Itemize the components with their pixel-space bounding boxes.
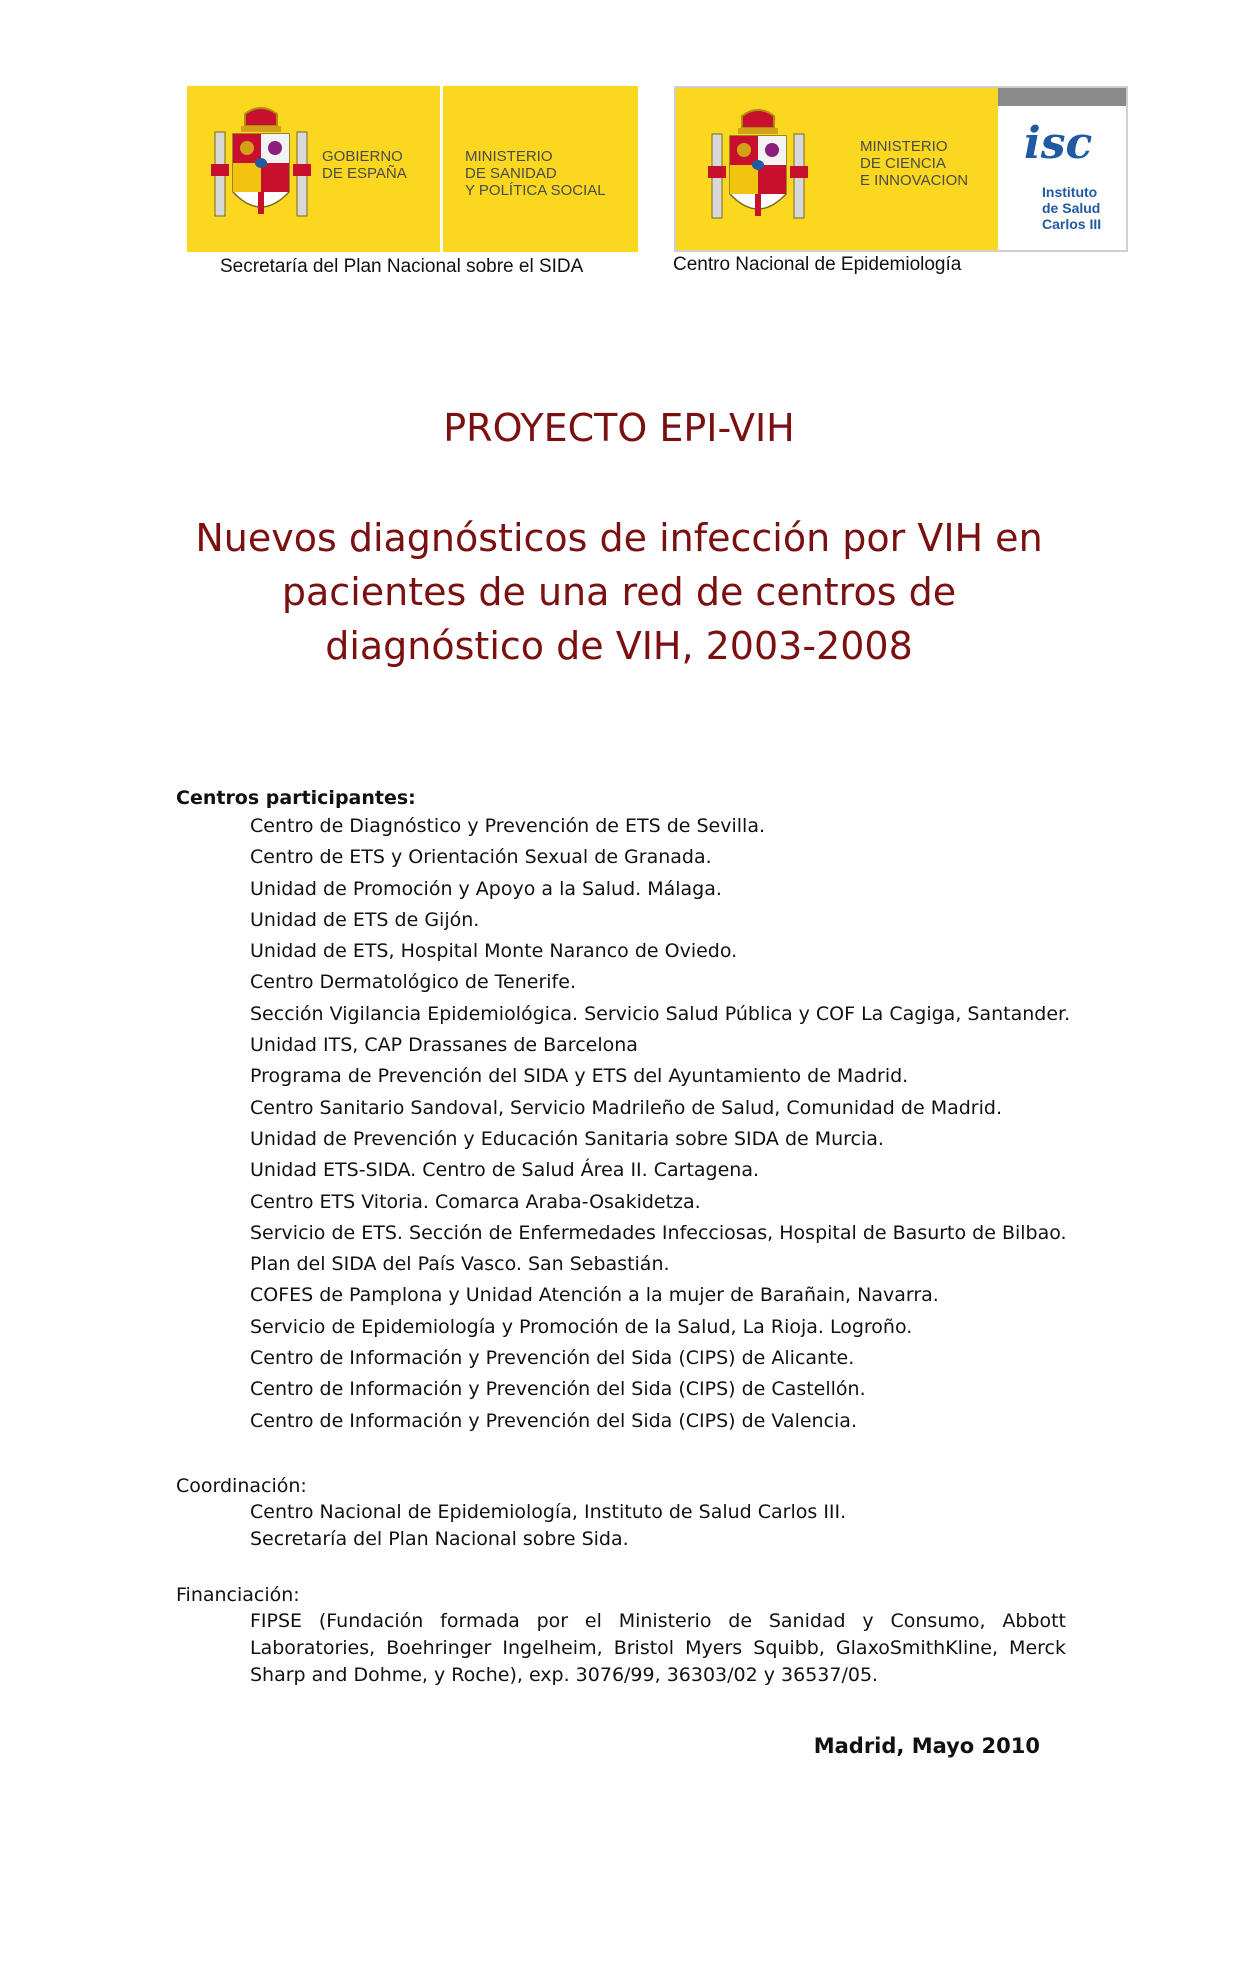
list-item: Servicio de ETS. Sección de Enfermedades Infecciosas, Hospital de Basurto de Bilbao.	[250, 1221, 1067, 1244]
document-date: Madrid, Mayo 2010	[813, 1734, 1040, 1758]
logo-left-caption: Secretaría del Plan Nacional sobre el SIDA	[220, 256, 584, 277]
list-item: COFES de Pamplona y Unidad Atención a la mujer de Barañain, Navarra.	[250, 1284, 939, 1307]
coordinacion-heading: Coordinación:	[176, 1475, 307, 1497]
logo-right-caption: Centro Nacional de Epidemiología	[673, 254, 962, 275]
list-item: Secretaría del Plan Nacional sobre Sida.	[250, 1528, 629, 1550]
ministerio-sanidad-text: MINISTERIO DE SANIDAD Y POLÍTICA SOCIAL	[465, 148, 606, 199]
list-item: Centro ETS Vitoria. Comarca Araba-Osakidetza.	[250, 1190, 701, 1213]
list-item: Centro Sanitario Sandoval, Servicio Madrileño de Salud, Comunidad de Madrid.	[250, 1096, 1002, 1119]
list-item: Centro Nacional de Epidemiología, Instituto de Salud Carlos III.	[250, 1501, 847, 1523]
ministerio-ciencia-text: MINISTERIO DE CIENCIA E INNOVACION	[860, 138, 969, 189]
centros-heading: Centros participantes:	[176, 787, 416, 809]
list-item: Centro de Información y Prevención del Sida (CIPS) de Valencia.	[250, 1409, 857, 1432]
financiacion-section	[176, 1582, 1066, 1689]
isciii-bar	[998, 88, 1126, 106]
list-item: Centro Dermatológico de Tenerife.	[250, 971, 576, 994]
logo-ministerio-ciencia	[674, 86, 1128, 252]
centros-list	[176, 811, 1071, 1437]
coat-of-arms-icon	[708, 106, 808, 236]
list-item: Unidad ETS-SIDA. Centro de Salud Área II. Cartagena.	[250, 1159, 760, 1182]
list-item: Centro de ETS y Orientación Sexual de Granada.	[250, 846, 712, 869]
financiacion-text: FIPSE (Fundación formada por el Ministerio de Sanidad y Consumo, Abbott Laboratories, Boehringer Ingelheim, Bristol Myers Squibb, GlaxoSmithKline, Merck Sharp and Dohme, y Roche), exp. 3076/99, 36303/02 y 36537/05.	[250, 1610, 1066, 1686]
list-item: Plan del SIDA del País Vasco. San Sebastián.	[250, 1253, 670, 1276]
list-item: Centro de Diagnóstico y Prevención de ETS de Sevilla.	[250, 815, 766, 837]
project-title: PROYECTO EPI-VIH	[443, 406, 795, 450]
gobierno-espana-text: GOBIERNO DE ESPAÑA	[322, 148, 407, 182]
list-item: Unidad de Prevención y Educación Sanitaria sobre SIDA de Murcia.	[250, 1127, 884, 1150]
financiacion-heading: Financiación:	[176, 1584, 300, 1606]
logo-ministerio-sanidad	[187, 86, 638, 252]
list-item: Unidad de Promoción y Apoyo a la Salud. Málaga.	[250, 877, 722, 900]
coordinacion-section	[176, 1473, 1066, 1553]
list-item: Servicio de Epidemiología y Promoción de la Salud, La Rioja. Logroño.	[250, 1315, 913, 1338]
coordinacion-list	[176, 1499, 1066, 1553]
list-item: Sección Vigilancia Epidemiológica. Servicio Salud Pública y COF La Cagiga, Santander.	[250, 1002, 1071, 1025]
list-item: Unidad de ETS, Hospital Monte Naranco de Oviedo.	[250, 940, 738, 963]
list-item: Centro de Información y Prevención del Sida (CIPS) de Castellón.	[250, 1378, 866, 1401]
list-item: Centro de Información y Prevención del Sida (CIPS) de Alicante.	[250, 1347, 855, 1370]
centros-section	[176, 785, 1071, 1437]
list-item: Unidad ITS, CAP Drassanes de Barcelona	[250, 1034, 638, 1057]
isciii-logo-mark: isc	[1024, 118, 1093, 169]
isciii-panel	[998, 88, 1126, 250]
isciii-name: Instituto de Salud Carlos III	[1042, 184, 1102, 232]
list-item: Unidad de ETS de Gijón.	[250, 908, 480, 931]
document-title: Nuevos diagnósticos de infección por VIH en pacientes de una red de centros de diagnóstico de VIH, 2003-2008	[195, 516, 1043, 668]
list-item: Programa de Prevención del SIDA y ETS del Ayuntamiento de Madrid.	[250, 1065, 909, 1088]
logo-divider	[440, 86, 443, 252]
coat-of-arms-icon	[211, 104, 311, 234]
